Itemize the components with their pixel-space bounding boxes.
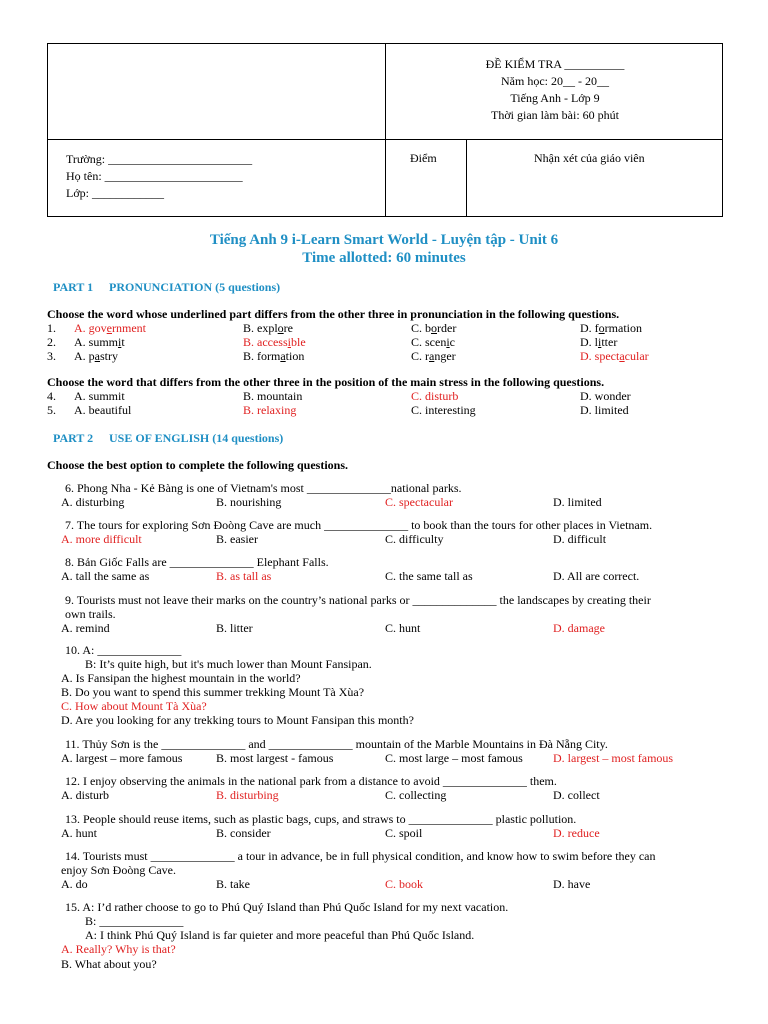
option: A. do <box>61 877 88 891</box>
name-field: Họ tên: _______________________ <box>66 169 243 183</box>
option: A. disturbing <box>61 495 125 509</box>
option: D. All are correct. <box>553 569 640 583</box>
option: D. reduce <box>553 826 600 840</box>
option: A. hunt <box>61 826 97 840</box>
question-text: enjoy Sơn Đoòng Cave. <box>61 863 177 877</box>
question-text: 13. People should reuse items, such as plastic bags, cups, and straws to ______________ plastic pollution. <box>65 812 577 826</box>
option: B. litter <box>216 621 253 635</box>
option: C. book <box>385 877 424 891</box>
option: D. limited <box>580 403 629 417</box>
option: B. as tall as <box>216 569 272 583</box>
question-text: 6. Phong Nha - Kẻ Bàng is one of Vietnam's most ______________national parks. <box>65 481 462 495</box>
option: D. difficult <box>553 532 607 546</box>
question-text: 15. A: I’d rather choose to go to Phú Quý Island than Phú Quốc Island for my next vacation. <box>65 900 509 914</box>
option: C. border <box>411 321 457 335</box>
question-text: 11. Thủy Sơn is the ______________ and ______________ mountain of the Marble Mountains in Đà Nẵng City. <box>65 737 608 751</box>
option: C. ranger <box>411 349 456 363</box>
option: B. disturbing <box>216 788 279 802</box>
question-text: 14. Tourists must ______________ a tour in advance, be in full physical condition, and know how to swim before they can <box>65 849 656 863</box>
option: D. Are you looking for any trekking tours to Mount Fansipan this month? <box>61 713 414 727</box>
option: B. easier <box>216 532 258 546</box>
option: B. accessible <box>243 335 306 349</box>
question-text: B: It’s quite high, but it's much lower than Mount Fansipan. <box>85 657 372 671</box>
option: A. summit <box>74 389 125 403</box>
option: D. damage <box>553 621 605 635</box>
option: C. spectacular <box>385 495 453 509</box>
question-row: 1. A. government B. explore C. border D. formation <box>47 321 642 335</box>
option: B. Do you want to spend this summer trekking Mount Tà Xùa? <box>61 685 365 699</box>
page-subtitle: Time allotted: 60 minutes <box>302 250 466 266</box>
question-row: 3. A. pastry B. formation C. ranger D. spectacular <box>47 349 649 363</box>
test-title: ĐỀ KIỂM TRA __________ <box>485 57 625 71</box>
page-title: Tiếng Anh 9 i-Learn Smart World - Luyện tập - Unit 6 <box>209 232 559 248</box>
option: C. scenic <box>411 335 455 349</box>
option: C. disturb <box>411 389 459 403</box>
time-allotted: Thời gian làm bài: 60 phút <box>491 108 619 122</box>
option: C. collecting <box>385 788 447 802</box>
option: D. collect <box>553 788 600 802</box>
option: D. spectacular <box>580 349 649 363</box>
question-text: 10. A: ______________ <box>65 643 182 657</box>
divider <box>466 139 467 217</box>
comment-label: Nhận xét của giáo viên <box>534 151 645 165</box>
question-text: 8. Bản Giốc Falls are ______________ Elephant Falls. <box>65 555 329 569</box>
subject: Tiếng Anh - Lớp 9 <box>510 91 600 105</box>
test-info <box>386 56 724 124</box>
question-row: 2. A. summit B. accessible C. scenic D. litter <box>47 335 618 349</box>
school-year: Năm học: 20__ - 20__ <box>501 74 609 88</box>
instruction: Choose the word that differs from the other three in the position of the main stress in the following questions. <box>47 375 605 389</box>
option: C. How about Mount Tà Xùa? <box>61 699 207 713</box>
school-field: Trường: ________________________ <box>66 152 253 166</box>
option: D. limited <box>553 495 602 509</box>
question-text: B: ______________ <box>85 914 184 928</box>
option: A. Really? Why is that? <box>61 942 176 956</box>
option: C. spoil <box>385 826 423 840</box>
option: A. government <box>74 321 146 335</box>
option: A. more difficult <box>61 532 142 546</box>
option: A. disturb <box>61 788 109 802</box>
option: D. formation <box>580 321 642 335</box>
part1-heading: PART 1 PRONUNCIATION (5 questions) <box>53 280 281 294</box>
option: C. difficulty <box>385 532 444 546</box>
option: D. wonder <box>580 389 631 403</box>
option: A. beautiful <box>74 403 132 417</box>
option: A. remind <box>61 621 110 635</box>
option: B. explore <box>243 321 293 335</box>
question-text: 7. The tours for exploring Sơn Đoòng Cave are much ______________ to book than the tours for other places in Vietnam. <box>65 518 653 532</box>
option: B. consider <box>216 826 271 840</box>
option: A. largest – more famous <box>61 751 183 765</box>
question-text: own trails. <box>65 607 116 621</box>
option: C. most large – most famous <box>385 751 523 765</box>
option: B. formation <box>243 349 305 363</box>
student-info <box>66 151 252 202</box>
instruction: Choose the word whose underlined part differs from the other three in pronunciation in the following questions. <box>47 307 620 321</box>
score-label: Điểm <box>410 151 437 165</box>
option: B. nourishing <box>216 495 282 509</box>
option: C. interesting <box>411 403 476 417</box>
class-field: Lớp: ____________ <box>66 186 165 200</box>
option: B. What about you? <box>61 957 157 971</box>
question-row: 4. A. summit B. mountain C. disturb D. wonder <box>47 389 631 403</box>
instruction: Choose the best option to complete the following questions. <box>47 458 349 472</box>
question-text: A: I think Phú Quý Island is far quieter and more peaceful than Phú Quốc Island. <box>85 928 475 942</box>
option: B. relaxing <box>243 403 297 417</box>
option: D. largest – most famous <box>553 751 674 765</box>
question-row: 5. A. beautiful B. relaxing C. interesting D. limited <box>47 403 629 417</box>
option: D. litter <box>580 335 618 349</box>
option: B. mountain <box>243 389 303 403</box>
option: B. most largest - famous <box>216 751 334 765</box>
option: B. take <box>216 877 250 891</box>
question-text: 9. Tourists must not leave their marks on the country’s national parks or ______________ the landscapes by creating their <box>65 593 651 607</box>
option: D. have <box>553 877 591 891</box>
option: A. Is Fansipan the highest mountain in the world? <box>61 671 301 685</box>
option: A. tall the same as <box>61 569 150 583</box>
option: C. hunt <box>385 621 421 635</box>
option: C. the same tall as <box>385 569 473 583</box>
option: A. pastry <box>74 349 118 363</box>
header-box <box>47 43 723 217</box>
option: A. summit <box>74 335 125 349</box>
question-text: 12. I enjoy observing the animals in the national park from a distance to avoid ______________ them. <box>65 774 557 788</box>
part2-heading: PART 2 USE OF ENGLISH (14 questions) <box>53 431 284 445</box>
